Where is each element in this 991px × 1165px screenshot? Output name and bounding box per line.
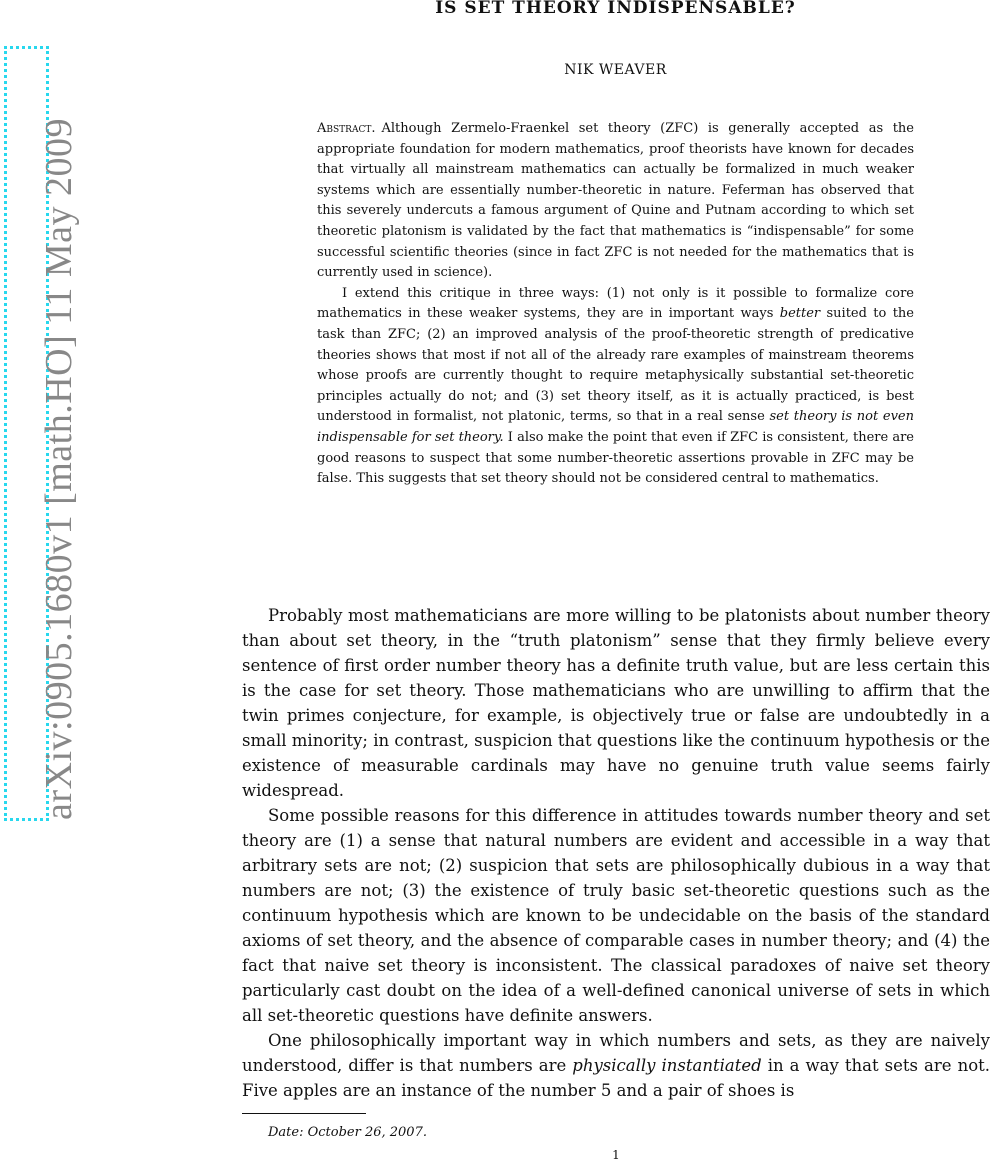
abstract-paragraph-2 (317, 284, 914, 490)
abstract-text-2a: I extend this critique in three ways: (1) not only is it possible to formalize core mathematics in these weaker systems, they are in important ways (317, 285, 914, 322)
footnote-date (268, 1125, 427, 1140)
body-paragraph-2: Some possible reasons for this difference in attitudes towards number theory and set theory are (1) a sense that natural numbers are evident and accessible in a way that arbitrary sets are not; (2) suspicion that sets are philosophically dubious in a way that numbers are not; (3) the existence of truly basic set-theoretic questions such as the continuum hypothesis which are known to be undecidable on the basis of the standard axioms of set theory, and the absence of comparable cases in number theory; and (4) the fact that naive set theory is inconsistent. The classical paradoxes of naive set theory particularly cast doubt on the idea of a well-defined canonical universe of sets in which all set-theoretic questions have definite answers. (242, 806, 990, 1025)
body-paragraph-3 (242, 1028, 990, 1103)
body-text-3a: One philosophically important way in which numbers and sets, as they are naively understood, differ is that numbers are (242, 1031, 990, 1075)
abstract (317, 119, 914, 490)
author-name: NIK WEAVER (564, 62, 667, 78)
body-emphasis: physically instantiated (572, 1056, 762, 1075)
abstract-paragraph-1 (317, 119, 914, 284)
abstract-emphasis-better: better (779, 306, 821, 322)
paper-title: IS SET THEORY INDISPENSABLE? (435, 0, 796, 18)
abstract-label: Abstract. (317, 121, 376, 136)
abstract-text-1: Although Zermelo-Fraenkel set theory (ZFC) is generally accepted as the appropriate foundation for modern mathematics, proof theorists have known for decades that virtually all mainstream mathematics can actually be formalized in much weaker systems which are essentially number-theoretic in nature. Feferman has observed that this severely undercuts a famous argument of Quine and Putnam according to which set theoretic platonism is validated by the fact that mathematics is “indispensable” for some successful scientific theories (since in fact ZFC is not needed for the mathematics that is currently used in science). (317, 121, 914, 281)
arxiv-stamp: arXiv:0905.1680v1 [math.HO] 11 May 2009 (38, 118, 80, 820)
body-text-3b: in a way that sets are not. Five apples are an instance of the number 5 and a pair of shoes is (242, 1056, 990, 1100)
abstract-emphasis-claim: set theory is not even indispensable for set theory. (317, 409, 914, 445)
page-number: 1 (612, 1148, 620, 1162)
body-paragraph-1: Probably most mathematicians are more willing to be platonists about number theory than about set theory, in the “truth platonism” sense that they firmly believe every sentence of first order number theory has a definite truth value, but are less certain this is the case for set theory. Those mathematicians who are unwilling to affirm that the twin primes conjecture, for example, is objectively true or false are undoubtedly in a small minority; in contrast, suspicion that questions like the continuum hypothesis or the existence of measurable cardinals may have no genuine truth value seems fairly widespread. (242, 606, 990, 800)
footnote-rule (242, 1113, 366, 1114)
abstract-text-2c: I also make the point that even if ZFC is consistent, there are good reasons to suspect that some number-theoretic assertions provable in ZFC may be false. This suggests that set theory should not be considered central to mathematics. (317, 429, 914, 487)
footnote-label: Date (268, 1125, 300, 1140)
footnote-text: : October 26, 2007. (299, 1125, 427, 1140)
body-text (242, 603, 990, 1103)
abstract-text-2b: suited to the task than ZFC; (2) an improved analysis of the proof-theoretic strength of predicative theories shows that most if not all of the already rare examples of mainstream theorems whose proofs are currently thought to require metaphysically substantial set-theoretic principles actually do not; and (3) set theory itself, as it is actually practiced, is best understood in formalist, not platonic, terms, so that in a real sense (317, 306, 914, 425)
